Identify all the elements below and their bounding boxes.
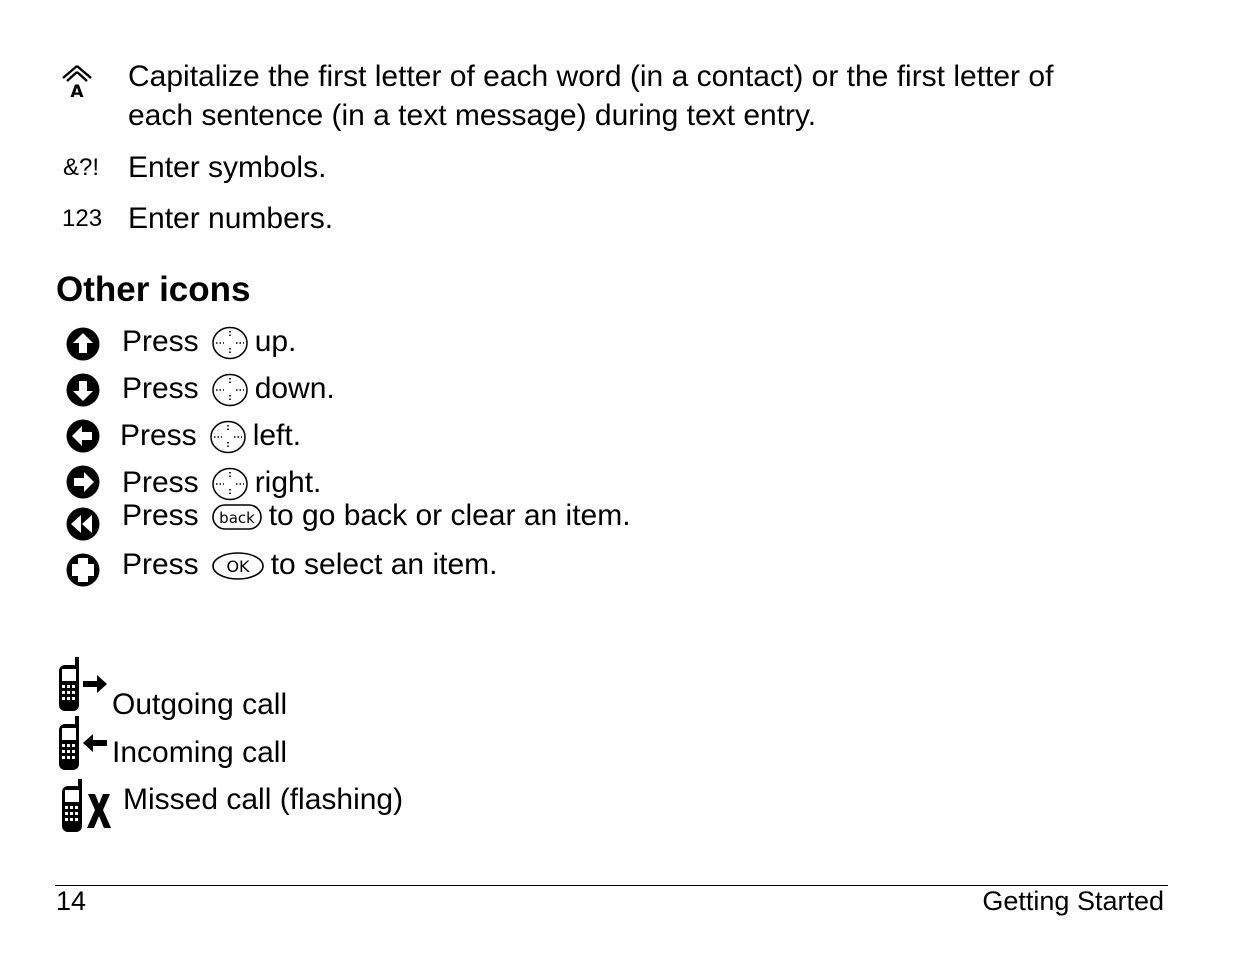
arrow-up-circle-icon	[65, 326, 101, 362]
missed-call-label: Missed call (flashing)	[123, 783, 404, 816]
ok-key-label: OK	[226, 557, 250, 577]
missed-call-icon	[58, 778, 116, 834]
outgoing-call-icon	[55, 655, 109, 715]
direction-up-text: up.	[254, 325, 297, 358]
back-key-label: back	[218, 509, 255, 528]
ok-description: to select an item.	[270, 548, 498, 581]
back-description: to go back or clear an item.	[268, 499, 631, 532]
navigation-key-icon	[211, 326, 249, 360]
press-label: Press	[120, 419, 197, 452]
symbols-icon: &?!	[63, 154, 100, 181]
press-left-row	[120, 416, 301, 455]
navigation-key-icon	[209, 420, 247, 454]
press-back-row	[122, 496, 631, 535]
ok-circle-icon	[65, 551, 101, 589]
outgoing-call-label: Outgoing call	[112, 688, 288, 721]
incoming-call-label: Incoming call	[112, 736, 288, 769]
incoming-call-icon	[55, 714, 109, 774]
direction-down-text: down.	[254, 372, 335, 405]
press-ok-row	[122, 545, 497, 584]
section-title: Getting Started	[982, 886, 1164, 916]
symbols-description: Enter symbols.	[128, 151, 327, 184]
page-number: 14	[56, 886, 87, 916]
press-label: Press	[122, 466, 199, 499]
arrow-right-circle-icon	[65, 464, 101, 500]
arrow-left-circle-icon	[65, 418, 101, 454]
arrow-down-circle-icon	[65, 372, 101, 408]
navigation-key-icon	[211, 373, 249, 407]
press-label: Press	[122, 499, 199, 532]
ok-key-icon	[211, 550, 265, 582]
back-circle-icon	[65, 505, 101, 543]
press-down-row	[122, 369, 335, 408]
capitalize-description-line1: Capitalize the first letter of each word (in a contact) or the first letter of	[128, 60, 1054, 93]
back-key-icon	[211, 502, 263, 532]
direction-right-text: right.	[254, 466, 322, 499]
section-heading: Other icons	[56, 270, 251, 309]
capitalize-description-line2: each sentence (in a text message) during text entry.	[128, 99, 817, 132]
capitalize-icon	[60, 64, 94, 100]
svg-text:A: A	[70, 82, 84, 100]
press-label: Press	[122, 372, 199, 405]
press-up-row	[122, 322, 296, 361]
press-label: Press	[122, 548, 199, 581]
press-label: Press	[122, 325, 199, 358]
numbers-icon: 123	[62, 205, 103, 232]
numbers-description: Enter numbers.	[128, 202, 334, 235]
direction-left-text: left.	[252, 419, 302, 452]
